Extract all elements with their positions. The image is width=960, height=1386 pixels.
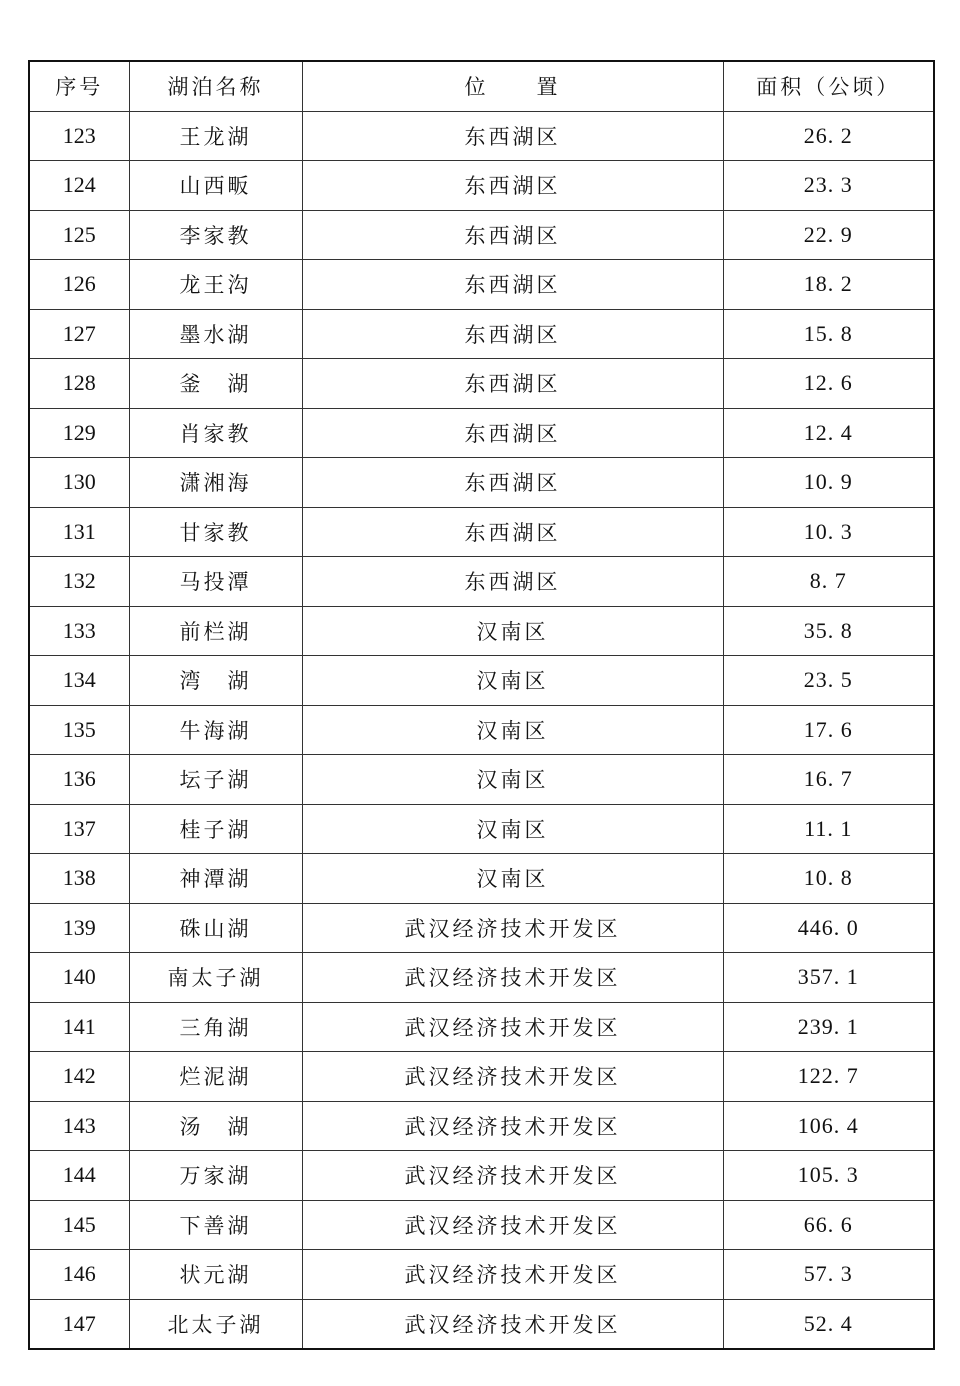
location-cell: 武汉经济技术开发区 bbox=[302, 1002, 723, 1052]
index-cell: 133 bbox=[29, 606, 129, 656]
index-cell: 130 bbox=[29, 458, 129, 508]
index-cell: 136 bbox=[29, 755, 129, 805]
location-cell: 汉南区 bbox=[302, 804, 723, 854]
location-cell: 东西湖区 bbox=[302, 507, 723, 557]
location-cell: 武汉经济技术开发区 bbox=[302, 1250, 723, 1300]
area-cell: 52. 4 bbox=[723, 1299, 934, 1349]
index-cell: 145 bbox=[29, 1200, 129, 1250]
index-cell: 123 bbox=[29, 111, 129, 161]
area-cell: 122. 7 bbox=[723, 1052, 934, 1102]
area-cell: 66. 6 bbox=[723, 1200, 934, 1250]
table-row bbox=[29, 309, 934, 359]
lake-name-cell: 神潭湖 bbox=[129, 854, 302, 904]
header-index: 序号 bbox=[29, 61, 129, 111]
lake-name-cell: 李家教 bbox=[129, 210, 302, 260]
area-cell: 22. 9 bbox=[723, 210, 934, 260]
index-cell: 146 bbox=[29, 1250, 129, 1300]
location-cell: 汉南区 bbox=[302, 606, 723, 656]
location-cell: 武汉经济技术开发区 bbox=[302, 1299, 723, 1349]
area-cell: 357. 1 bbox=[723, 953, 934, 1003]
area-cell: 23. 3 bbox=[723, 161, 934, 211]
location-cell: 汉南区 bbox=[302, 705, 723, 755]
table-row bbox=[29, 705, 934, 755]
lake-name-cell: 釜 湖 bbox=[129, 359, 302, 409]
area-cell: 239. 1 bbox=[723, 1002, 934, 1052]
table-row bbox=[29, 1052, 934, 1102]
area-cell: 23. 5 bbox=[723, 656, 934, 706]
lake-name-cell: 三角湖 bbox=[129, 1002, 302, 1052]
area-cell: 57. 3 bbox=[723, 1250, 934, 1300]
table-row bbox=[29, 1299, 934, 1349]
area-cell: 35. 8 bbox=[723, 606, 934, 656]
location-cell: 东西湖区 bbox=[302, 111, 723, 161]
lake-name-cell: 山西畈 bbox=[129, 161, 302, 211]
area-cell: 12. 4 bbox=[723, 408, 934, 458]
index-cell: 140 bbox=[29, 953, 129, 1003]
index-cell: 147 bbox=[29, 1299, 129, 1349]
table-row bbox=[29, 1250, 934, 1300]
table-row bbox=[29, 557, 934, 607]
lake-name-cell: 坛子湖 bbox=[129, 755, 302, 805]
area-cell: 16. 7 bbox=[723, 755, 934, 805]
table-row bbox=[29, 656, 934, 706]
lake-name-cell: 桂子湖 bbox=[129, 804, 302, 854]
index-cell: 125 bbox=[29, 210, 129, 260]
table-row bbox=[29, 111, 934, 161]
table-row bbox=[29, 854, 934, 904]
lake-table bbox=[28, 60, 935, 1350]
index-cell: 142 bbox=[29, 1052, 129, 1102]
index-cell: 131 bbox=[29, 507, 129, 557]
index-cell: 144 bbox=[29, 1151, 129, 1201]
area-cell: 10. 3 bbox=[723, 507, 934, 557]
lake-name-cell: 王龙湖 bbox=[129, 111, 302, 161]
location-cell: 武汉经济技术开发区 bbox=[302, 1101, 723, 1151]
table-body bbox=[29, 111, 934, 1349]
table-row bbox=[29, 804, 934, 854]
lake-name-cell: 汤 湖 bbox=[129, 1101, 302, 1151]
index-cell: 139 bbox=[29, 903, 129, 953]
table-row bbox=[29, 210, 934, 260]
location-cell: 东西湖区 bbox=[302, 210, 723, 260]
lake-name-cell: 下善湖 bbox=[129, 1200, 302, 1250]
lake-name-cell: 北太子湖 bbox=[129, 1299, 302, 1349]
area-cell: 446. 0 bbox=[723, 903, 934, 953]
index-cell: 141 bbox=[29, 1002, 129, 1052]
area-cell: 15. 8 bbox=[723, 309, 934, 359]
lake-name-cell: 前栏湖 bbox=[129, 606, 302, 656]
index-cell: 143 bbox=[29, 1101, 129, 1151]
lake-name-cell: 牛海湖 bbox=[129, 705, 302, 755]
lake-name-cell: 龙王沟 bbox=[129, 260, 302, 310]
area-cell: 10. 9 bbox=[723, 458, 934, 508]
index-cell: 138 bbox=[29, 854, 129, 904]
lake-name-cell: 南太子湖 bbox=[129, 953, 302, 1003]
location-cell: 东西湖区 bbox=[302, 557, 723, 607]
area-cell: 10. 8 bbox=[723, 854, 934, 904]
table-row bbox=[29, 755, 934, 805]
area-cell: 8. 7 bbox=[723, 557, 934, 607]
location-cell: 东西湖区 bbox=[302, 458, 723, 508]
lake-name-cell: 肖家教 bbox=[129, 408, 302, 458]
lake-name-cell: 硃山湖 bbox=[129, 903, 302, 953]
index-cell: 124 bbox=[29, 161, 129, 211]
location-cell: 武汉经济技术开发区 bbox=[302, 1151, 723, 1201]
location-cell: 汉南区 bbox=[302, 854, 723, 904]
table-header bbox=[29, 61, 934, 111]
lake-name-cell: 甘家教 bbox=[129, 507, 302, 557]
table-row bbox=[29, 1200, 934, 1250]
lake-name-cell: 状元湖 bbox=[129, 1250, 302, 1300]
location-cell: 武汉经济技术开发区 bbox=[302, 953, 723, 1003]
index-cell: 128 bbox=[29, 359, 129, 409]
index-cell: 129 bbox=[29, 408, 129, 458]
lake-name-cell: 万家湖 bbox=[129, 1151, 302, 1201]
table-row bbox=[29, 161, 934, 211]
header-location: 位 置 bbox=[302, 61, 723, 111]
table-row bbox=[29, 507, 934, 557]
location-cell: 武汉经济技术开发区 bbox=[302, 1052, 723, 1102]
index-cell: 132 bbox=[29, 557, 129, 607]
table-row bbox=[29, 953, 934, 1003]
location-cell: 汉南区 bbox=[302, 656, 723, 706]
index-cell: 126 bbox=[29, 260, 129, 310]
location-cell: 东西湖区 bbox=[302, 161, 723, 211]
header-lake-name: 湖泊名称 bbox=[129, 61, 302, 111]
area-cell: 11. 1 bbox=[723, 804, 934, 854]
location-cell: 东西湖区 bbox=[302, 408, 723, 458]
table-row bbox=[29, 359, 934, 409]
location-cell: 汉南区 bbox=[302, 755, 723, 805]
area-cell: 18. 2 bbox=[723, 260, 934, 310]
table-row bbox=[29, 1002, 934, 1052]
location-cell: 东西湖区 bbox=[302, 359, 723, 409]
index-cell: 127 bbox=[29, 309, 129, 359]
table-row bbox=[29, 1101, 934, 1151]
header-row bbox=[29, 61, 934, 111]
lake-name-cell: 烂泥湖 bbox=[129, 1052, 302, 1102]
area-cell: 12. 6 bbox=[723, 359, 934, 409]
area-cell: 17. 6 bbox=[723, 705, 934, 755]
lake-name-cell: 潇湘海 bbox=[129, 458, 302, 508]
index-cell: 137 bbox=[29, 804, 129, 854]
table-row bbox=[29, 1151, 934, 1201]
area-cell: 105. 3 bbox=[723, 1151, 934, 1201]
area-cell: 26. 2 bbox=[723, 111, 934, 161]
table-row bbox=[29, 903, 934, 953]
location-cell: 武汉经济技术开发区 bbox=[302, 1200, 723, 1250]
table-row bbox=[29, 458, 934, 508]
table-row bbox=[29, 408, 934, 458]
lake-name-cell: 墨水湖 bbox=[129, 309, 302, 359]
area-cell: 106. 4 bbox=[723, 1101, 934, 1151]
table-row bbox=[29, 606, 934, 656]
lake-name-cell: 湾 湖 bbox=[129, 656, 302, 706]
header-area: 面积（公顷） bbox=[723, 61, 934, 111]
lake-name-cell: 马投潭 bbox=[129, 557, 302, 607]
index-cell: 134 bbox=[29, 656, 129, 706]
location-cell: 东西湖区 bbox=[302, 309, 723, 359]
location-cell: 东西湖区 bbox=[302, 260, 723, 310]
table-row bbox=[29, 260, 934, 310]
index-cell: 135 bbox=[29, 705, 129, 755]
location-cell: 武汉经济技术开发区 bbox=[302, 903, 723, 953]
